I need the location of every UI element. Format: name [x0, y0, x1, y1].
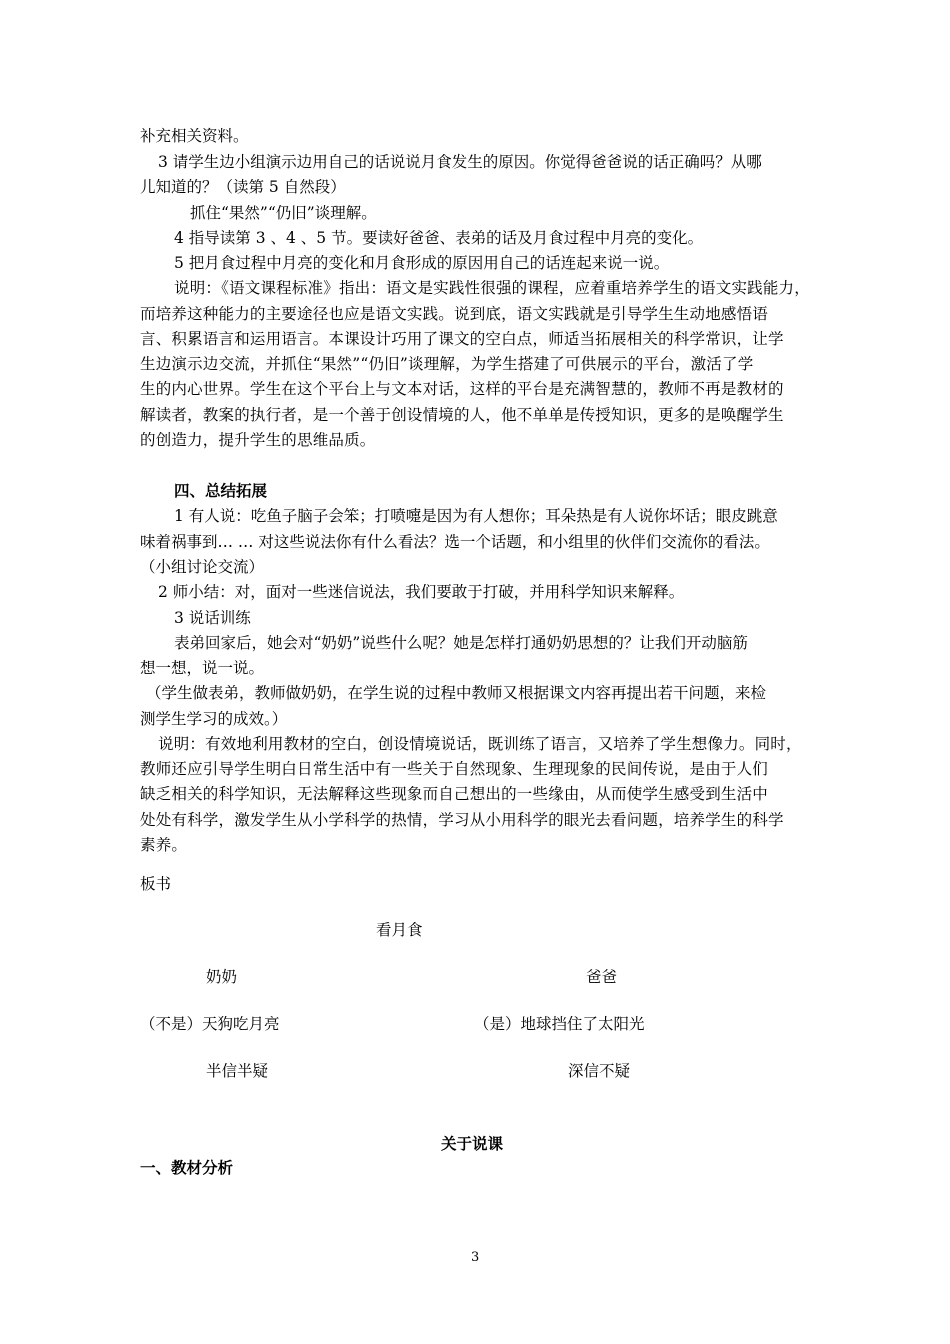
item-4-line2: 想一想，说一说。 [140, 659, 265, 677]
board-left-attitude: 半信半疑 [206, 1062, 269, 1080]
note-line: 处处有科学，激发学生从小学科学的热情，学习从小用科学的眼光去看问题，培养学生的科学 [140, 811, 784, 829]
note-line: 的创造力，提升学生的思维品质。 [140, 431, 376, 449]
board-left-view: （不是）天狗吃月亮 [140, 1015, 280, 1033]
section-4-heading: 四、总结拓展 [174, 481, 268, 500]
item-1-line1: 1 有人说：吃鱼子脑子会笨；打喷嚏是因为有人想你；耳朵热是有人说你坏话；眼皮跳意 [174, 507, 778, 525]
paragraph-supplement: 补充相关资料。 [140, 127, 249, 145]
page-number: 3 [471, 1250, 480, 1265]
board-right-attitude: 深信不疑 [568, 1062, 631, 1080]
note-line: 解读者，教案的执行者，是一个善于创设情境的人，他不单单是传授知识，更多的是唤醒学生 [140, 406, 784, 424]
about-lecture-title: 关于说课 [441, 1134, 504, 1153]
board-title: 看月食 [376, 921, 423, 939]
item-3: 3 说话训练 [174, 609, 251, 627]
board-right-person: 爸爸 [586, 968, 618, 986]
item-1-line3: （小组讨论交流） [140, 558, 265, 576]
note-line: 教师还应引导学生明白日常生活中有一些关于自然现象、生理现象的民间传说，是由于人们 [140, 760, 769, 778]
note-line: 而培养这种能力的主要途径也应是语文实践。说到底，语文实践就是引导学生生动地感悟语 [140, 305, 769, 323]
note-line: 缺乏相关的科学知识，无法解释这些现象而自己想出的一些缘由，从而使学生感受到生活中 [140, 785, 769, 803]
note-line: 言、积累语言和运用语言。本课设计巧用了课文的空白点，师适当拓展相关的科学常识，让学 [140, 330, 784, 348]
paragraph-step5: 5 把月食过程中月亮的变化和月食形成的原因用自己的话连起来说一说。 [174, 254, 670, 272]
board-label: 板书 [140, 875, 172, 893]
paragraph-step3-line2: 儿知道的？（读第 5 自然段） [140, 178, 346, 196]
section-1-heading: 一、教材分析 [140, 1158, 234, 1177]
item-1-line2: 味着祸事到… … 对这些说法你有什么看法？选一个话题，和小组里的伙伴们交流你的看法。 [140, 533, 770, 551]
note-line: 说明：有效地利用教材的空白，创设情境说话，既训练了语言，又培养了学生想像力。同时， [158, 735, 802, 753]
note-line: 生边演示边交流，并抓住“果然”“仍旧”谈理解，为学生搭建了可供展示的平台，激活了学 [140, 355, 754, 373]
item-5-line1: （学生做表弟，教师做奶奶，在学生说的过程中教师又根据课文内容再提出若干问题，来检 [146, 684, 767, 702]
item-4-line1: 表弟回家后，她会对“奶奶”说些什么呢？她是怎样打通奶奶思想的？让我们开动脑筋 [174, 634, 748, 652]
paragraph-grasp: 抓住“果然”“仍旧”谈理解。 [190, 204, 377, 222]
item-5-line2: 测学生学习的成效。） [140, 710, 288, 728]
note-line: 说明：《语文课程标准》指出：语文是实践性很强的课程，应着重培养学生的语文实践能力， [174, 279, 810, 297]
item-2: 2 师小结：对，面对一些迷信说法，我们要敢于打破，并用科学知识来解释。 [158, 583, 685, 601]
note-line: 生的内心世界。学生在这个平台上与文本对话，这样的平台是充满智慧的，教师不再是教材的 [140, 380, 784, 398]
note-line: 素养。 [140, 836, 188, 854]
paragraph-step4: 4 指导读第 3 、4 、5 节。要读好爸爸、表弟的话及月食过程中月亮的变化。 [174, 229, 704, 247]
board-right-view: （是）地球挡住了太阳光 [474, 1015, 645, 1033]
paragraph-step3-line1: 3 请学生边小组演示边用自己的话说说月食发生的原因。你觉得爸爸说的话正确吗？从哪 [158, 153, 762, 171]
board-left-person: 奶奶 [206, 968, 238, 986]
